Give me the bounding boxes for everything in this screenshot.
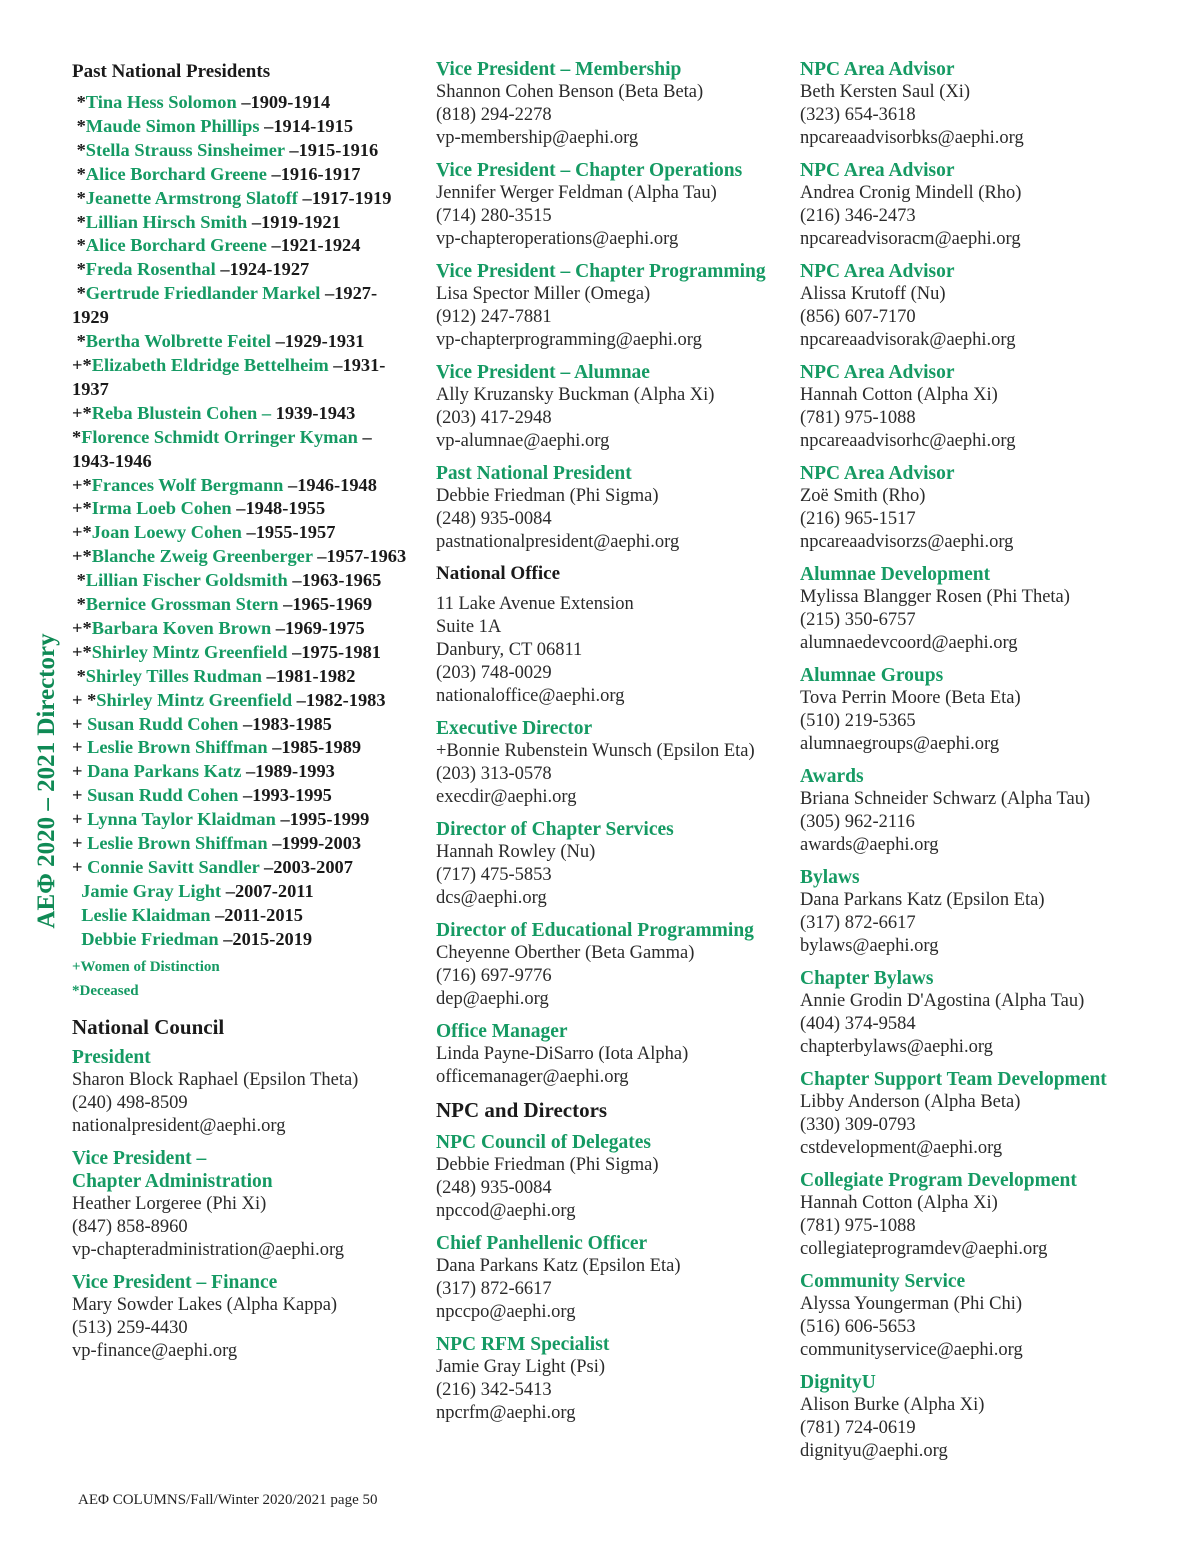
director-line: Alison Burke (Alpha Xi) xyxy=(800,1395,985,1415)
past-president-marker: + xyxy=(72,737,88,758)
director-line: Dana Parkans Katz (Epsilon Eta) xyxy=(800,890,1045,910)
officer-entry xyxy=(436,361,781,453)
past-president-item xyxy=(72,832,412,856)
national-office-line: Suite 1A xyxy=(436,617,502,637)
director-line: (215) 350-6757 xyxy=(800,610,916,630)
past-president-years: –1995-1999 xyxy=(275,809,370,830)
officer-line: Debbie Friedman (Phi Sigma) xyxy=(436,486,659,506)
past-president-years: –2015-2019 xyxy=(218,928,313,949)
past-president-years: –1914-1915 xyxy=(259,115,354,136)
director-line: (216) 965-1517 xyxy=(800,509,916,529)
npc-title: NPC RFM Specialist xyxy=(436,1334,610,1355)
past-presidents-list xyxy=(72,91,412,952)
staff-title: Director of Educational Programming xyxy=(436,920,754,941)
director-title: Chapter Support Team Development xyxy=(800,1069,1107,1090)
past-president-years: –1993-1995 xyxy=(238,785,332,806)
director-title: NPC Area Advisor xyxy=(800,261,955,282)
national-office-line: Danbury, CT 06811 xyxy=(436,640,583,660)
npc-entry xyxy=(436,1232,781,1324)
staff-line: Hannah Rowley (Nu) xyxy=(436,842,596,862)
council-title: Vice President – Chapter Administration xyxy=(72,1147,273,1192)
director-entry xyxy=(800,462,1150,554)
director-title: Bylaws xyxy=(800,867,860,888)
officer-line: vp-chapteroperations@aephi.org xyxy=(436,229,679,249)
past-president-years: –1927-1929 xyxy=(72,283,378,328)
director-line: dignityu@aephi.org xyxy=(800,1441,948,1461)
director-line: cstdevelopment@aephi.org xyxy=(800,1138,1003,1158)
past-president-marker: +* xyxy=(72,354,92,375)
past-president-years: –1946-1948 xyxy=(283,474,377,495)
past-president-name: Jamie Gray Light xyxy=(81,880,222,901)
officer-line: (912) 247-7881 xyxy=(436,307,552,327)
council-entry xyxy=(72,1046,412,1138)
npc-entry xyxy=(436,1333,781,1425)
past-president-item xyxy=(72,91,412,115)
director-line: Beth Kersten Saul (Xi) xyxy=(800,82,971,102)
director-title: DignityU xyxy=(800,1372,876,1393)
officer-entry xyxy=(436,58,781,150)
director-title: Alumnae Groups xyxy=(800,665,944,686)
director-entry xyxy=(800,1371,1150,1463)
director-entry xyxy=(800,361,1150,453)
past-president-marker: * xyxy=(72,426,82,447)
past-president-years: –1915-1916 xyxy=(284,139,379,160)
past-president-marker: + xyxy=(72,857,88,877)
director-entry xyxy=(800,1169,1150,1261)
past-president-name: Stella Strauss Sinsheimer xyxy=(85,139,285,160)
director-line: (330) 309-0793 xyxy=(800,1115,916,1135)
column-1 xyxy=(72,58,412,1372)
director-title: NPC Area Advisor xyxy=(800,59,955,80)
past-president-marker: * xyxy=(72,665,86,686)
officer-title: Vice President – Alumnae xyxy=(436,362,650,383)
past-president-item xyxy=(72,426,412,474)
past-president-years: –1965-1969 xyxy=(278,594,373,615)
past-president-years: –1929-1931 xyxy=(271,331,365,352)
director-entry xyxy=(800,1270,1150,1362)
past-president-years: –1919-1921 xyxy=(247,211,341,232)
past-president-item xyxy=(72,904,412,928)
page-footer: ΑΕΦ COLUMNS/Fall/Winter 2020/2021 page 50 xyxy=(78,1492,378,1508)
council-entry xyxy=(72,1147,412,1262)
national-council-list xyxy=(72,1046,412,1363)
past-president-marker: * xyxy=(72,570,86,591)
past-president-item xyxy=(72,115,412,139)
director-line: npcareaadvisorhc@aephi.org xyxy=(800,431,1016,451)
past-president-name: Elizabeth Eldridge Bettelheim xyxy=(91,354,329,375)
director-title: Chapter Bylaws xyxy=(800,968,934,989)
officer-title: Vice President – Membership xyxy=(436,59,682,80)
past-president-name: Shirley Mintz Greenfield xyxy=(96,689,293,710)
past-president-marker: * xyxy=(72,163,86,184)
council-title: President xyxy=(72,1046,151,1068)
director-line: (510) 219-5365 xyxy=(800,711,916,731)
director-line: Mylissa Blangger Rosen (Phi Theta) xyxy=(800,587,1070,607)
staff-entry xyxy=(436,717,781,809)
past-president-name: Irma Loeb Cohen xyxy=(91,498,232,519)
past-president-marker: * xyxy=(72,235,86,256)
past-president-years: –1982-1983 xyxy=(292,689,386,710)
column-3 xyxy=(800,58,1150,1472)
director-line: collegiateprogramdev@aephi.org xyxy=(800,1239,1048,1259)
past-president-item xyxy=(72,139,412,163)
director-title: Alumnae Development xyxy=(800,564,991,585)
past-president-marker: + xyxy=(72,833,88,854)
past-president-item xyxy=(72,784,412,808)
council-line: Sharon Block Raphael (Epsilon Theta) xyxy=(72,1069,359,1090)
past-president-years: 1939-1943 xyxy=(271,402,356,423)
past-president-years: –1955-1957 xyxy=(241,522,336,543)
past-president-name: Freda Rosenthal xyxy=(85,259,216,280)
npc-line: (317) 872-6617 xyxy=(436,1279,552,1299)
staff-line: execdir@aephi.org xyxy=(436,787,577,807)
past-president-item xyxy=(72,713,412,737)
past-president-name: Shirley Tilles Rudman xyxy=(85,665,262,686)
staff-title: Executive Director xyxy=(436,718,593,739)
director-line: Andrea Cronig Mindell (Rho) xyxy=(800,183,1022,203)
notes xyxy=(72,955,412,1003)
npc-line: npcrfm@aephi.org xyxy=(436,1403,576,1423)
staff-line: (203) 313-0578 xyxy=(436,764,552,784)
past-president-item xyxy=(72,569,412,593)
past-president-name: Shirley Mintz Greenfield xyxy=(91,641,288,662)
past-president-years: –2007-2011 xyxy=(221,880,314,901)
director-line: (404) 374-9584 xyxy=(800,1014,916,1034)
past-president-item xyxy=(72,736,412,760)
staff-line: dcs@aephi.org xyxy=(436,888,547,908)
past-president-item xyxy=(72,545,412,569)
past-president-marker: * xyxy=(72,331,86,352)
director-line: Alyssa Youngerman (Phi Chi) xyxy=(800,1294,1023,1314)
note-deceased: *Deceased xyxy=(72,982,139,999)
past-president-marker: +* xyxy=(72,498,92,519)
director-line: (781) 724-0619 xyxy=(800,1418,916,1438)
director-line: chapterbylaws@aephi.org xyxy=(800,1037,993,1057)
director-line: awards@aephi.org xyxy=(800,835,939,855)
past-president-years: –1989-1993 xyxy=(241,761,335,782)
npc-title: NPC Council of Delegates xyxy=(436,1132,652,1153)
past-president-item xyxy=(72,760,412,784)
director-line: alumnaegroups@aephi.org xyxy=(800,734,1000,754)
past-president-marker: +* xyxy=(72,402,92,423)
npc-line: (216) 342-5413 xyxy=(436,1380,552,1400)
past-president-name: Frances Wolf Bergmann xyxy=(91,474,284,495)
past-president-marker: * xyxy=(72,283,86,304)
officer-line: vp-membership@aephi.org xyxy=(436,128,639,148)
past-president-years: –1909-1914 xyxy=(236,92,331,112)
past-president-item xyxy=(72,282,412,330)
director-line: bylaws@aephi.org xyxy=(800,936,939,956)
past-president-marker: * xyxy=(72,211,86,232)
director-title: Community Service xyxy=(800,1271,966,1292)
director-line: communityservice@aephi.org xyxy=(800,1340,1023,1360)
past-president-name: Tina Hess Solomon xyxy=(85,92,237,112)
past-president-item xyxy=(72,258,412,282)
past-president-years: –1948-1955 xyxy=(231,498,326,519)
officer-entry xyxy=(436,260,781,352)
npc-entry xyxy=(436,1131,781,1223)
national-office-heading: National Office xyxy=(436,563,561,584)
past-president-marker: * xyxy=(72,187,86,208)
director-entry xyxy=(800,664,1150,756)
staff-line: (717) 475-5853 xyxy=(436,865,552,885)
past-president-item xyxy=(72,402,412,426)
past-president-years: –1957-1963 xyxy=(312,546,407,567)
officer-line: (203) 417-2948 xyxy=(436,408,552,428)
director-title: Awards xyxy=(800,766,864,787)
past-president-name: Connie Savitt Sandler xyxy=(87,857,260,877)
past-president-years: –1931-1937 xyxy=(72,354,386,399)
past-president-name: Bertha Wolbrette Feitel xyxy=(85,331,272,352)
director-line: (781) 975-1088 xyxy=(800,1216,916,1236)
council-line: Mary Sowder Lakes (Alpha Kappa) xyxy=(72,1294,338,1315)
council-line: (513) 259-4430 xyxy=(72,1317,188,1338)
past-presidents-heading: Past National Presidents xyxy=(72,61,271,82)
npc-line: npccpo@aephi.org xyxy=(436,1302,576,1322)
past-president-name: Bernice Grossman Stern xyxy=(85,594,279,615)
past-president-marker: +* xyxy=(72,474,92,495)
past-president-marker: +* xyxy=(72,522,92,543)
staff-line: (716) 697-9776 xyxy=(436,966,552,986)
past-president-name: Alice Borchard Greene xyxy=(85,163,267,184)
officer-line: Lisa Spector Miller (Omega) xyxy=(436,284,651,304)
past-president-marker: * xyxy=(72,259,86,280)
director-line: (317) 872-6617 xyxy=(800,913,916,933)
director-title: NPC Area Advisor xyxy=(800,463,955,484)
past-president-years: –1924-1927 xyxy=(215,259,310,280)
past-president-years: –1969-1975 xyxy=(271,617,365,638)
council-line: (847) 858-8960 xyxy=(72,1216,188,1237)
director-line: (516) 606-5653 xyxy=(800,1317,916,1337)
past-president-years: –1999-2003 xyxy=(267,833,362,854)
officer-line: (818) 294-2278 xyxy=(436,105,552,125)
past-president-years: –1917-1919 xyxy=(297,187,392,208)
director-line: npcareaadvisorak@aephi.org xyxy=(800,330,1016,350)
past-president-item xyxy=(72,187,412,211)
national-council-heading: National Council xyxy=(72,1014,225,1039)
staff-line: Linda Payne-DiSarro (Iota Alpha) xyxy=(436,1044,689,1064)
past-president-years: –1981-1982 xyxy=(261,665,356,686)
past-president-item xyxy=(72,808,412,832)
council-entry xyxy=(72,1271,412,1363)
past-president-item xyxy=(72,641,412,665)
past-president-years: –1983-1985 xyxy=(238,713,332,734)
past-president-name: Joan Loewy Cohen xyxy=(91,522,242,543)
officer-entry xyxy=(436,462,781,554)
staff-title: Director of Chapter Services xyxy=(436,819,674,840)
director-line: Zoë Smith (Rho) xyxy=(800,486,926,506)
council-line: vp-chapteradministration@aephi.org xyxy=(72,1239,345,1260)
staff-line: dep@aephi.org xyxy=(436,989,549,1009)
national-office-line: nationaloffice@aephi.org xyxy=(436,686,625,706)
director-line: npcareaadvisorbks@aephi.org xyxy=(800,128,1024,148)
officer-line: pastnationalpresident@aephi.org xyxy=(436,532,680,552)
past-president-name: Florence Schmidt Orringer Kyman xyxy=(81,426,358,447)
director-entry xyxy=(800,58,1150,150)
director-entry xyxy=(800,1068,1150,1160)
director-line: (323) 654-3618 xyxy=(800,105,916,125)
officer-line: vp-alumnae@aephi.org xyxy=(436,431,610,451)
past-president-item xyxy=(72,163,412,187)
past-president-years: –2011-2015 xyxy=(210,904,303,925)
npc-line: (248) 935-0084 xyxy=(436,1178,552,1198)
past-president-item xyxy=(72,234,412,258)
past-president-name: Dana Parkans Katz xyxy=(87,761,242,782)
past-president-name: Lynna Taylor Klaidman xyxy=(87,809,276,830)
past-president-name: Barbara Koven Brown xyxy=(91,617,272,638)
national-office-line: (203) 748-0029 xyxy=(436,663,552,683)
officer-title: Vice President – Chapter Operations xyxy=(436,160,743,181)
past-president-item xyxy=(72,354,412,402)
staff-title: Office Manager xyxy=(436,1021,568,1042)
past-president-name: Gertrude Friedlander Markel xyxy=(85,283,321,304)
past-president-marker: + xyxy=(72,761,88,782)
past-president-item xyxy=(72,880,412,904)
past-president-item xyxy=(72,211,412,235)
past-president-item xyxy=(72,521,412,545)
director-line: Hannah Cotton (Alpha Xi) xyxy=(800,1193,998,1213)
council-line: Heather Lorgeree (Phi Xi) xyxy=(72,1193,267,1214)
director-line: Briana Schneider Schwarz (Alpha Tau) xyxy=(800,789,1091,809)
past-president-name: Reba Blustein Cohen – xyxy=(91,402,272,423)
director-title: NPC Area Advisor xyxy=(800,160,955,181)
past-president-marker xyxy=(72,929,81,949)
past-president-years: –2003-2007 xyxy=(259,857,353,877)
national-office-lines xyxy=(436,593,781,708)
past-president-item xyxy=(72,665,412,689)
past-president-name: Lillian Hirsch Smith xyxy=(85,211,248,232)
past-president-name: Leslie Brown Shiffman xyxy=(87,833,268,854)
past-president-years: –1943-1946 xyxy=(72,426,372,471)
national-office-line: 11 Lake Avenue Extension xyxy=(436,594,634,614)
director-line: Alissa Krutoff (Nu) xyxy=(800,284,946,304)
npc-line: npccod@aephi.org xyxy=(436,1201,576,1221)
past-president-marker xyxy=(72,905,81,925)
past-president-years: –1985-1989 xyxy=(267,737,362,758)
director-title: Collegiate Program Development xyxy=(800,1170,1077,1191)
past-president-years: –1921-1924 xyxy=(266,235,361,256)
past-president-years: –1975-1981 xyxy=(287,641,381,662)
director-entry xyxy=(800,765,1150,857)
past-president-item xyxy=(72,617,412,641)
column-2 xyxy=(436,58,781,1434)
past-president-marker xyxy=(72,881,81,901)
council-title: Vice President – Finance xyxy=(72,1271,278,1293)
past-president-name: Blanche Zweig Greenberger xyxy=(91,546,313,567)
director-line: Hannah Cotton (Alpha Xi) xyxy=(800,385,998,405)
council-line: vp-finance@aephi.org xyxy=(72,1340,238,1361)
past-president-marker: * xyxy=(72,594,86,615)
director-line: Tova Perrin Moore (Beta Eta) xyxy=(800,688,1021,708)
staff-entry xyxy=(436,1020,781,1089)
past-president-item xyxy=(72,497,412,521)
past-president-marker: * xyxy=(72,115,86,136)
past-president-years: –1963-1965 xyxy=(287,570,382,591)
director-line: Libby Anderson (Alpha Beta) xyxy=(800,1092,1021,1112)
director-line: Annie Grodin D'Agostina (Alpha Tau) xyxy=(800,991,1085,1011)
npc-line: Jamie Gray Light (Psi) xyxy=(436,1357,606,1377)
past-president-marker: +* xyxy=(72,641,92,662)
director-entry xyxy=(800,159,1150,251)
director-line: (856) 607-7170 xyxy=(800,307,916,327)
officer-line: (248) 935-0084 xyxy=(436,509,552,529)
officer-line: Ally Kruzansky Buckman (Alpha Xi) xyxy=(436,385,715,405)
director-entry xyxy=(800,866,1150,958)
staff-line: officemanager@aephi.org xyxy=(436,1067,629,1087)
side-title: ΑΕΦ 2020 – 2021 Directory xyxy=(33,632,60,929)
staff-line: +Bonnie Rubenstein Wunsch (Epsilon Eta) xyxy=(436,741,755,761)
director-title: NPC Area Advisor xyxy=(800,362,955,383)
past-president-marker: + xyxy=(72,785,88,806)
past-president-item xyxy=(72,856,412,880)
past-president-marker: +* xyxy=(72,546,92,567)
past-president-name: Maude Simon Phillips xyxy=(85,115,260,136)
director-entry xyxy=(800,260,1150,352)
director-entry xyxy=(800,563,1150,655)
director-line: (305) 962-2116 xyxy=(800,812,915,832)
director-line: (216) 346-2473 xyxy=(800,206,916,226)
officer-entry xyxy=(436,159,781,251)
past-president-name: Leslie Klaidman xyxy=(81,904,211,925)
past-president-years: –1916-1917 xyxy=(266,163,361,184)
past-president-item xyxy=(72,474,412,498)
npc-line: Dana Parkans Katz (Epsilon Eta) xyxy=(436,1256,681,1276)
past-president-name: Leslie Brown Shiffman xyxy=(87,737,268,758)
past-president-item xyxy=(72,689,412,713)
officer-title: Vice President – Chapter Programming xyxy=(436,261,766,282)
past-president-name: Alice Borchard Greene xyxy=(85,235,267,256)
past-president-item xyxy=(72,593,412,617)
past-president-marker: * xyxy=(72,139,86,160)
npc-title: Chief Panhellenic Officer xyxy=(436,1233,648,1254)
staff-entry xyxy=(436,919,781,1011)
past-president-marker: +* xyxy=(72,617,92,638)
past-president-name: Debbie Friedman xyxy=(81,928,219,949)
note-women-of-distinction: +Women of Distinction xyxy=(72,958,220,975)
past-president-name: Susan Rudd Cohen xyxy=(87,785,239,806)
past-president-item xyxy=(72,928,412,952)
council-line: (240) 498-8509 xyxy=(72,1092,188,1113)
staff-entry xyxy=(436,818,781,910)
staff-line: Cheyenne Oberther (Beta Gamma) xyxy=(436,943,695,963)
npc-line: Debbie Friedman (Phi Sigma) xyxy=(436,1155,659,1175)
officer-line: Shannon Cohen Benson (Beta Beta) xyxy=(436,82,704,102)
officer-line: vp-chapterprogramming@aephi.org xyxy=(436,330,702,350)
council-line: nationalpresident@aephi.org xyxy=(72,1115,286,1136)
director-line: (781) 975-1088 xyxy=(800,408,916,428)
director-line: npcareaadvisorzs@aephi.org xyxy=(800,532,1014,552)
officer-title: Past National President xyxy=(436,463,632,484)
past-president-name: Jeanette Armstrong Slatoff xyxy=(85,187,298,208)
director-entry xyxy=(800,967,1150,1059)
past-president-name: Susan Rudd Cohen xyxy=(87,713,239,734)
officer-line: (714) 280-3515 xyxy=(436,206,552,226)
past-president-name: Lillian Fischer Goldsmith xyxy=(85,570,288,591)
past-president-item xyxy=(72,330,412,354)
director-line: alumnaedevcoord@aephi.org xyxy=(800,633,1018,653)
officer-line: Jennifer Werger Feldman (Alpha Tau) xyxy=(436,183,717,203)
past-president-marker: + * xyxy=(72,689,97,710)
npc-heading: NPC and Directors xyxy=(436,1098,608,1122)
past-president-marker: + xyxy=(72,809,88,830)
past-president-marker: * xyxy=(72,92,86,112)
past-president-marker: + xyxy=(72,713,88,734)
director-line: npcareadvisoracm@aephi.org xyxy=(800,229,1021,249)
